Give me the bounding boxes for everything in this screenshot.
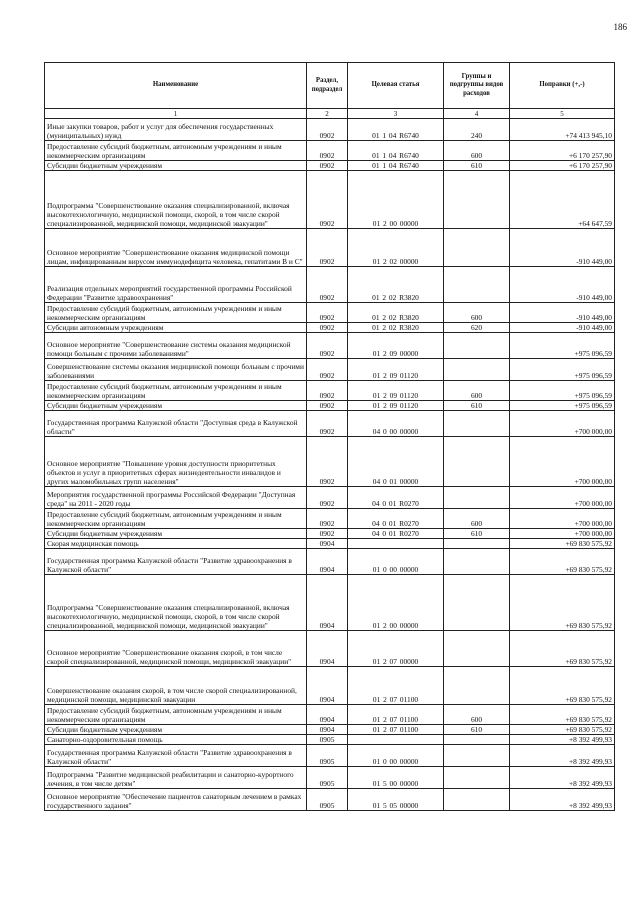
table-row (45, 667, 615, 705)
row-group: 620 (444, 323, 510, 333)
table-row (45, 487, 615, 509)
row-amount: +64 647,59 (510, 171, 615, 229)
column-number-row (45, 109, 615, 119)
table-row (45, 539, 615, 549)
row-target: 01 5 00 00000 (348, 767, 444, 789)
row-amount: +74 413 945,10 (510, 119, 615, 141)
row-target: 01 2 02 R3820 (348, 267, 444, 303)
table-row (45, 381, 615, 401)
row-group: 610 (444, 401, 510, 411)
table-row (45, 359, 615, 381)
row-target: 01 2 07 01100 (348, 725, 444, 735)
row-group (444, 539, 510, 549)
row-section: 0902 (307, 509, 348, 529)
row-amount: +700 000,00 (510, 437, 615, 487)
table-row (45, 549, 615, 575)
row-section: 0904 (307, 549, 348, 575)
row-group (444, 333, 510, 359)
row-target: 01 2 09 00000 (348, 333, 444, 359)
row-target: 01 2 09 01120 (348, 359, 444, 381)
column-number: 1 (45, 109, 307, 119)
row-target: 01 2 02 R3820 (348, 323, 444, 333)
row-section: 0905 (307, 735, 348, 745)
row-section: 0902 (307, 171, 348, 229)
column-number: 2 (307, 109, 348, 119)
header-section: Раздел, подраздел (307, 63, 348, 109)
row-section: 0904 (307, 575, 348, 631)
row-name: Субсидии бюджетным учреждениям (45, 161, 307, 171)
table-row (45, 141, 615, 161)
row-section: 0904 (307, 539, 348, 549)
row-name: Государственная программа Калужской области "Доступная среда в Калужской области" (45, 411, 307, 437)
row-name: Основное мероприятие "Повышение уровня доступности приоритетных объектов и услуг в приоритетных сферах жизнедеятельности инвалидов и других маломобильных групп населения" (45, 437, 307, 487)
row-group (444, 575, 510, 631)
table-row (45, 767, 615, 789)
row-name: Основное мероприятие "Совершенствование системы оказания медицинской помощи больным с прочими заболеваниями" (45, 333, 307, 359)
row-target: 01 2 07 01100 (348, 667, 444, 705)
row-target (348, 735, 444, 745)
row-name: Подпрограмма "Совершенствование оказания специализированной, включая высокотехнологичную, медицинской помощи, скорой, в том числе скорой специализированной, медицинской помощи, медицинской эвакуации" (45, 575, 307, 631)
column-number: 3 (348, 109, 444, 119)
table-row (45, 161, 615, 171)
budget-amendments-table (44, 62, 615, 811)
row-amount: +69 830 575,92 (510, 539, 615, 549)
row-amount: +700 000,00 (510, 509, 615, 529)
row-group: 600 (444, 509, 510, 529)
row-name: Предоставление субсидий бюджетным, автономным учреждениям и иным некоммерческим организациям (45, 509, 307, 529)
row-group (444, 171, 510, 229)
table-row (45, 229, 615, 267)
row-name: Реализация отдельных мероприятий государственной программы Российской Федерации "Развитие здравоохранения" (45, 267, 307, 303)
table-row (45, 119, 615, 141)
row-name: Санаторно-оздоровительная помощь (45, 735, 307, 745)
row-amount: +69 830 575,92 (510, 725, 615, 735)
header-name: Наименование (45, 63, 307, 109)
row-section: 0902 (307, 141, 348, 161)
row-target: 04 0 01 R0270 (348, 487, 444, 509)
row-target: 01 2 07 01100 (348, 705, 444, 725)
row-section: 0902 (307, 401, 348, 411)
row-group (444, 767, 510, 789)
row-amount: +8 392 499,93 (510, 789, 615, 811)
row-name: Иные закупки товаров, работ и услуг для обеспечения государственных (муниципальных) нужд (45, 119, 307, 141)
row-amount: +975 096,59 (510, 333, 615, 359)
row-target: 01 2 00 00000 (348, 171, 444, 229)
row-amount: +69 830 575,92 (510, 667, 615, 705)
row-name: Основное мероприятие "Совершенствование оказания скорой, в том числе скорой специализированной, медицинской помощи, медицинской эвакуации" (45, 631, 307, 667)
row-section: 0902 (307, 323, 348, 333)
row-group: 240 (444, 119, 510, 141)
row-section: 0902 (307, 229, 348, 267)
row-amount: -910 449,00 (510, 323, 615, 333)
row-group (444, 359, 510, 381)
row-target: 04 0 01 00000 (348, 437, 444, 487)
row-target: 01 2 02 00000 (348, 229, 444, 267)
row-section: 0902 (307, 411, 348, 437)
row-target: 01 2 07 00000 (348, 631, 444, 667)
row-amount: -910 449,00 (510, 267, 615, 303)
row-group: 610 (444, 161, 510, 171)
row-section: 0902 (307, 381, 348, 401)
row-amount: +700 000,00 (510, 529, 615, 539)
row-name: Основное мероприятие "Совершенствование оказания медицинской помощи лицам, инфицированным вирусом иммунодефицита человека, гепатитами B и C" (45, 229, 307, 267)
row-name: Субсидии бюджетным учреждениям (45, 725, 307, 735)
row-group: 610 (444, 725, 510, 735)
row-name: Предоставление субсидий бюджетным, автономным учреждениям и иным некоммерческим организациям (45, 705, 307, 725)
header-groups: Группы и подгруппы видов расходов (444, 63, 510, 109)
row-name: Предоставление субсидий бюджетным, автономным учреждениям и иным некоммерческим организациям (45, 381, 307, 401)
row-amount: +69 830 575,92 (510, 549, 615, 575)
row-group: 600 (444, 141, 510, 161)
row-target: 01 5 05 00000 (348, 789, 444, 811)
row-amount: -910 449,00 (510, 303, 615, 323)
table-row (45, 411, 615, 437)
row-section: 0902 (307, 267, 348, 303)
table-row (45, 705, 615, 725)
table-row (45, 575, 615, 631)
row-name: Субсидии автономным учреждениям (45, 323, 307, 333)
row-target (348, 539, 444, 549)
row-amount: +6 170 257,90 (510, 141, 615, 161)
row-name: Подпрограмма "Развитие медицинской реабилитации и санаторно-курортного лечения, в том числе детям" (45, 767, 307, 789)
table-row (45, 333, 615, 359)
row-name: Предоставление субсидий бюджетным, автономным учреждениям и иным некоммерческим организациям (45, 141, 307, 161)
row-amount: +975 096,59 (510, 381, 615, 401)
row-section: 0902 (307, 529, 348, 539)
row-target: 01 2 09 01120 (348, 381, 444, 401)
row-group (444, 549, 510, 575)
table-body (45, 119, 615, 811)
row-name: Скорая медицинская помощь (45, 539, 307, 549)
row-amount: +8 392 499,93 (510, 767, 615, 789)
row-section: 0902 (307, 161, 348, 171)
row-target: 01 2 00 00000 (348, 575, 444, 631)
row-target: 01 1 04 R6740 (348, 119, 444, 141)
table-row (45, 725, 615, 735)
row-target: 04 0 01 R0270 (348, 529, 444, 539)
row-section: 0902 (307, 333, 348, 359)
row-amount: +6 170 257,90 (510, 161, 615, 171)
row-target: 04 0 00 00000 (348, 411, 444, 437)
header-target: Целевая статья (348, 63, 444, 109)
table-row (45, 171, 615, 229)
row-group (444, 411, 510, 437)
row-section: 0904 (307, 667, 348, 705)
row-name: Субсидии бюджетным учреждениям (45, 529, 307, 539)
row-name: Предоставление субсидий бюджетным, автономным учреждениям и иным некоммерческим организациям (45, 303, 307, 323)
row-section: 0902 (307, 487, 348, 509)
row-section: 0902 (307, 303, 348, 323)
table-row (45, 323, 615, 333)
row-amount: +69 830 575,92 (510, 631, 615, 667)
row-amount: +700 000,00 (510, 487, 615, 509)
table-row (45, 509, 615, 529)
table-row (45, 735, 615, 745)
row-section: 0902 (307, 359, 348, 381)
row-name: Государственная программа Калужской области "Развитие здравоохранения в Калужской области" (45, 549, 307, 575)
table-row (45, 789, 615, 811)
table-row (45, 303, 615, 323)
row-amount: +975 096,59 (510, 401, 615, 411)
header-amendments: Поправки (+,-) (510, 63, 615, 109)
row-name: Совершенствование оказания скорой, в том числе скорой специализированной, медицинской помощи, медицинской эвакуации (45, 667, 307, 705)
row-target: 01 0 00 00000 (348, 745, 444, 767)
row-group (444, 487, 510, 509)
row-target: 01 1 04 R6740 (348, 141, 444, 161)
row-name: Совершенствование системы оказания медицинской помощи больным с прочими заболеваниями (45, 359, 307, 381)
row-group: 600 (444, 303, 510, 323)
row-group (444, 437, 510, 487)
row-section: 0905 (307, 789, 348, 811)
column-number: 4 (444, 109, 510, 119)
row-section: 0904 (307, 631, 348, 667)
row-amount: +69 830 575,92 (510, 575, 615, 631)
row-name: Мероприятия государственной программы Российской Федерации "Доступная среда" на 2011 - 2020 годы (45, 487, 307, 509)
row-section: 0902 (307, 437, 348, 487)
row-name: Субсидии бюджетным учреждениям (45, 401, 307, 411)
table-row (45, 631, 615, 667)
row-group: 600 (444, 381, 510, 401)
column-number: 5 (510, 109, 615, 119)
row-group (444, 229, 510, 267)
row-group (444, 745, 510, 767)
row-amount: +700 000,00 (510, 411, 615, 437)
row-target: 01 0 00 00000 (348, 549, 444, 575)
row-name: Государственная программа Калужской области "Развитие здравоохранения в Калужской области" (45, 745, 307, 767)
row-name: Основное мероприятие "Обеспечение пациентов санаторным лечением в рамках государственного задания" (45, 789, 307, 811)
row-name: Подпрограмма "Совершенствование оказания специализированной, включая высокотехнологичную, медицинской помощи, скорой, в том числе скорой специализированной, медицинской помощи, медицинской эвакуации" (45, 171, 307, 229)
row-group (444, 631, 510, 667)
table-header-row (45, 63, 615, 109)
row-section: 0905 (307, 745, 348, 767)
row-section: 0905 (307, 767, 348, 789)
row-target: 04 0 01 R0270 (348, 509, 444, 529)
row-amount: -910 449,00 (510, 229, 615, 267)
row-amount: +69 830 575,92 (510, 705, 615, 725)
row-target: 01 2 02 R3820 (348, 303, 444, 323)
table-row (45, 745, 615, 767)
row-group (444, 735, 510, 745)
row-section: 0904 (307, 725, 348, 735)
row-amount: +975 096,59 (510, 359, 615, 381)
table-row (45, 529, 615, 539)
row-group (444, 267, 510, 303)
table-row (45, 401, 615, 411)
row-target: 01 2 09 01120 (348, 401, 444, 411)
row-group (444, 667, 510, 705)
page-number: 186 (613, 22, 627, 32)
table-row (45, 437, 615, 487)
row-amount: +8 392 499,93 (510, 745, 615, 767)
row-target: 01 1 04 R6740 (348, 161, 444, 171)
row-section: 0902 (307, 119, 348, 141)
row-section: 0904 (307, 705, 348, 725)
row-group: 610 (444, 529, 510, 539)
row-group: 600 (444, 705, 510, 725)
row-group (444, 789, 510, 811)
row-amount: +8 392 499,93 (510, 735, 615, 745)
table-row (45, 267, 615, 303)
